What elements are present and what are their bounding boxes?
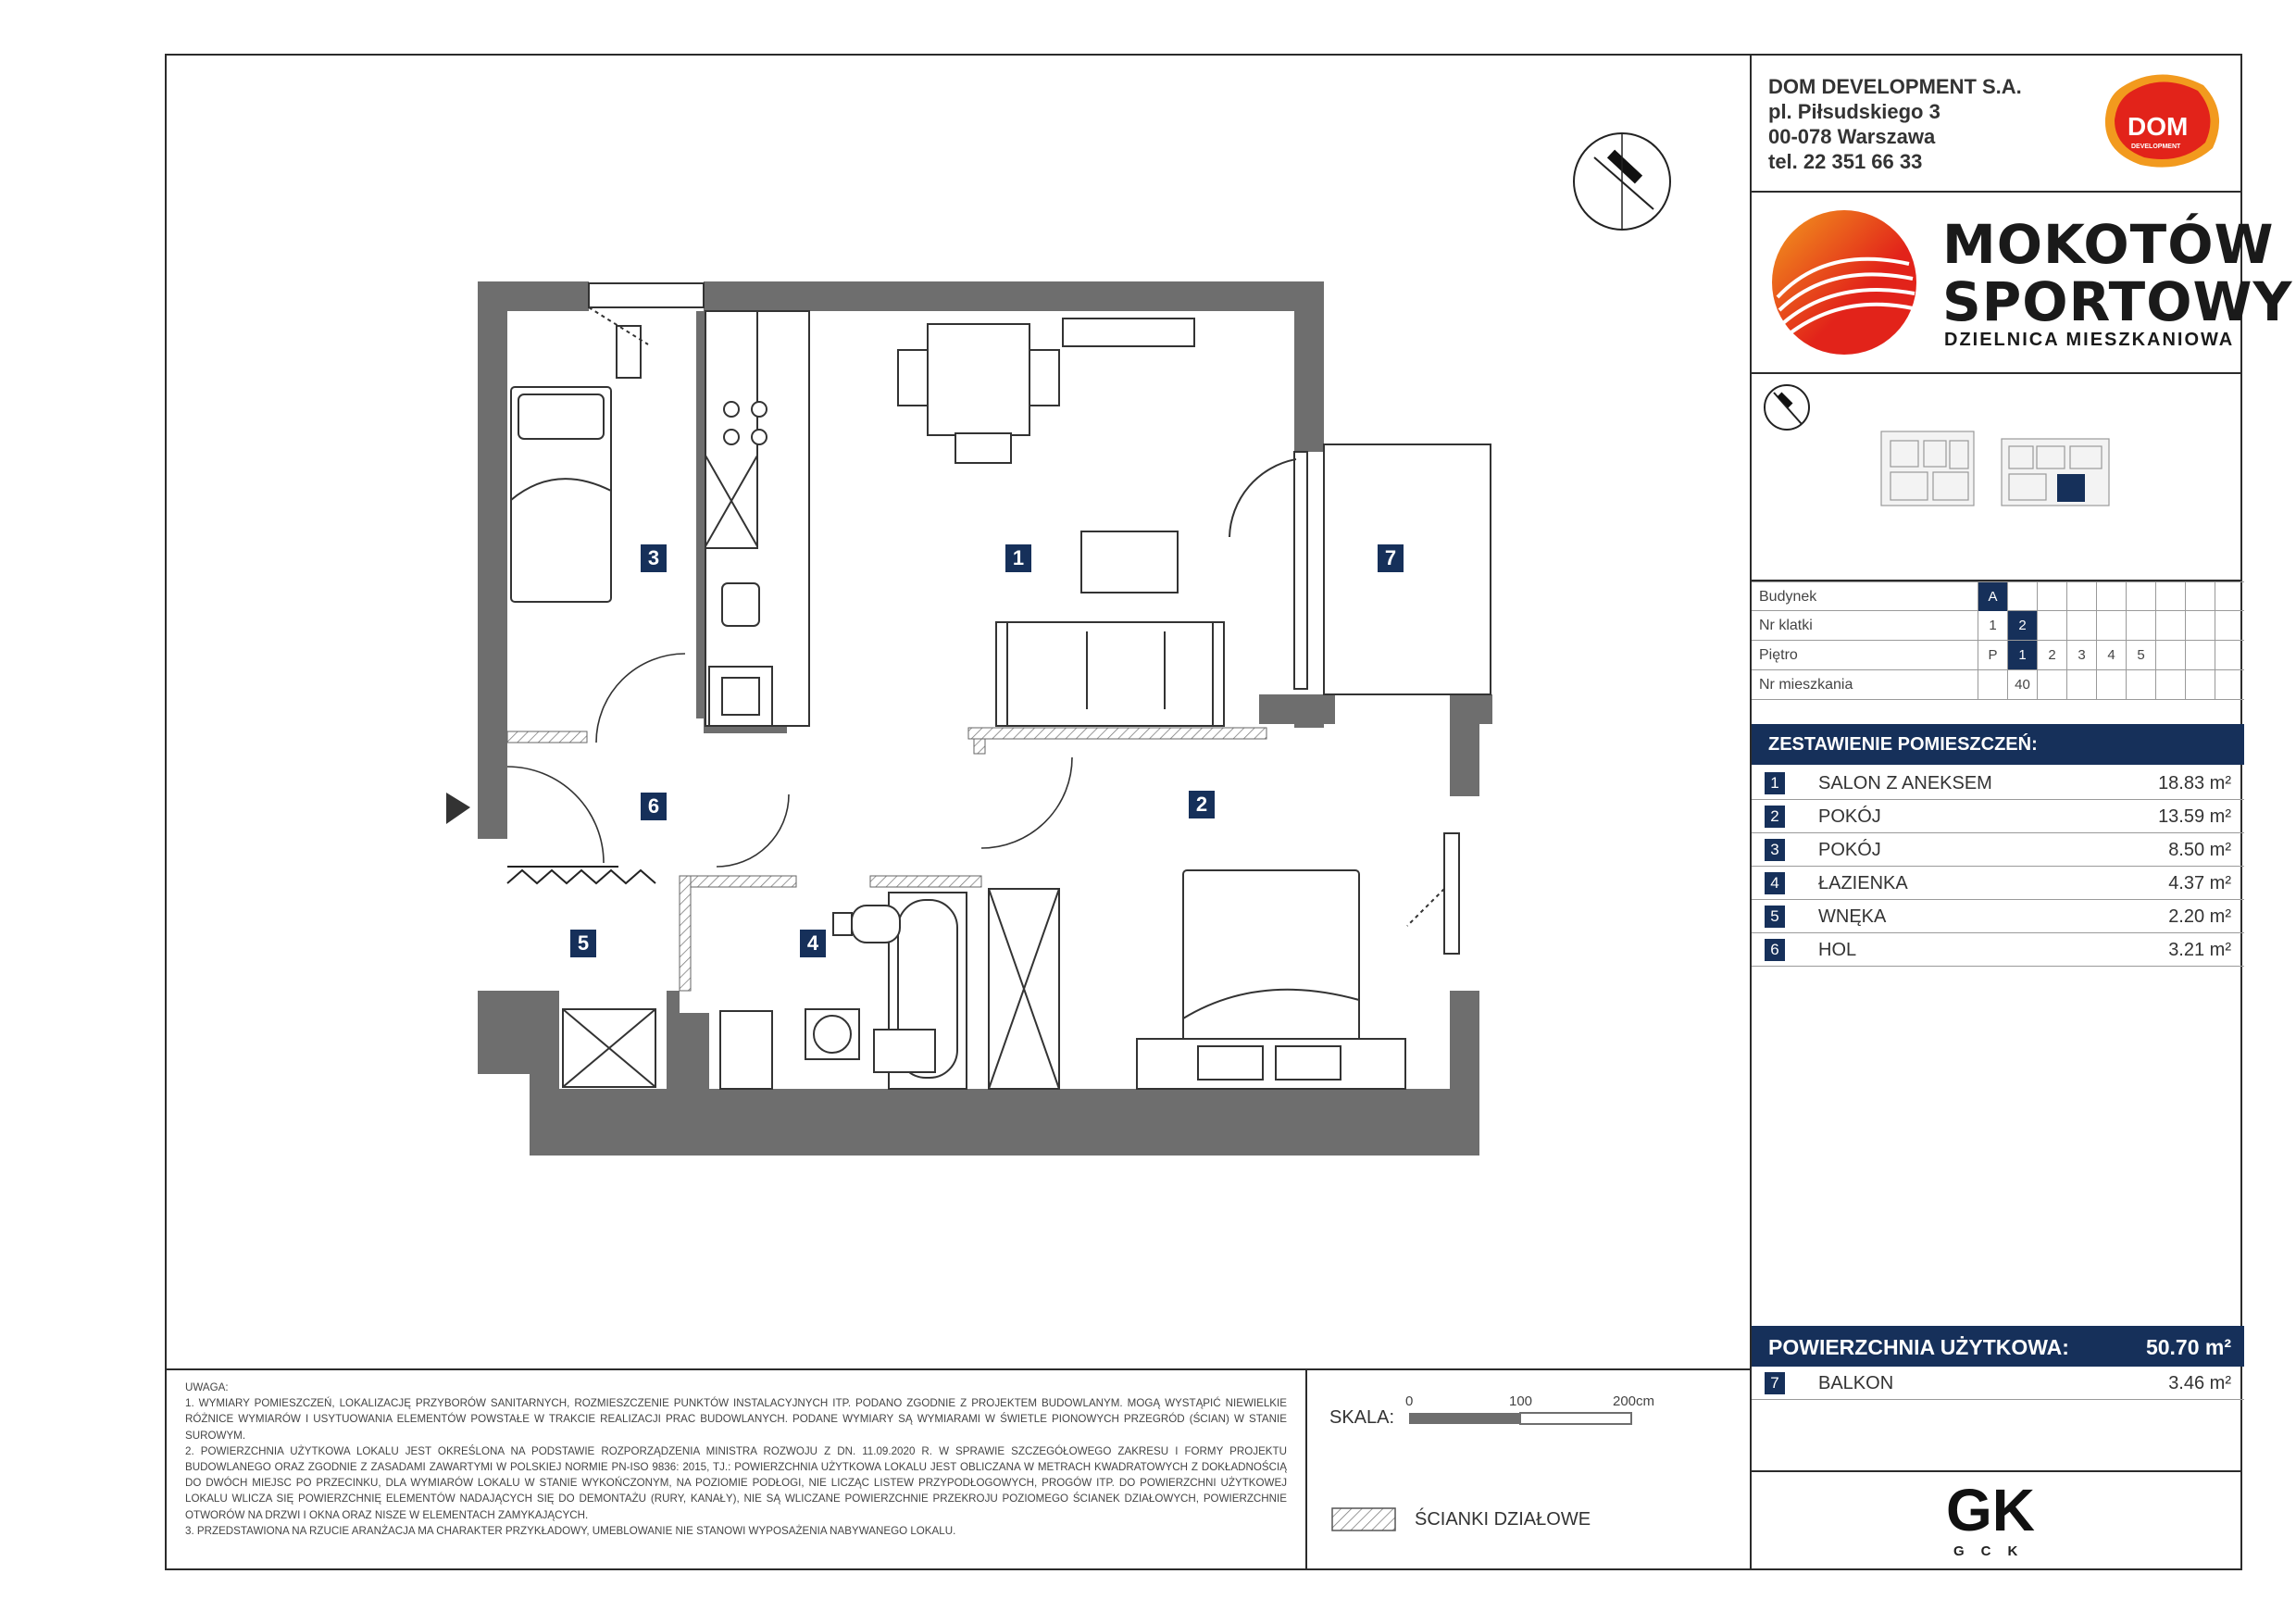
room-row — [1752, 767, 2244, 800]
room-label-4: 4 — [800, 930, 826, 957]
location-cell: A — [1978, 582, 2007, 611]
location-row — [1752, 581, 2244, 611]
room-row — [1752, 933, 2244, 967]
room-row — [1752, 833, 2244, 867]
info-panel — [1750, 56, 2293, 1570]
partition-legend-label: ŚCIANKI DZIAŁOWE — [1415, 1509, 1591, 1530]
partition-walls — [507, 728, 1267, 991]
bed-room2 — [1137, 870, 1405, 1089]
location-cell — [2185, 582, 2215, 611]
divider — [1752, 1470, 2242, 1472]
room-row — [1752, 867, 2244, 900]
room-row-area: 13.59 m² — [2158, 806, 2231, 827]
room-label-7: 7 — [1378, 544, 1404, 572]
floor-plan-area — [167, 56, 1750, 1368]
bed-room3 — [511, 387, 611, 602]
room-row-num: 1 — [1765, 772, 1785, 794]
room-row-num: 5 — [1765, 906, 1785, 928]
room-row-num: 3 — [1765, 839, 1785, 861]
location-table — [1752, 581, 2244, 700]
notes-heading: UWAGA: — [185, 1381, 229, 1393]
total-area-label: POWIERZCHNIA UŻYTKOWA: — [1768, 1335, 2069, 1359]
scale-tick-200: 200cm — [1613, 1393, 1655, 1409]
dom-logo-text: DOM — [2128, 112, 2189, 141]
company-name: DOM DEVELOPMENT S.A. — [1768, 75, 2022, 98]
company-address-2: 00-078 Warszawa — [1768, 125, 1936, 148]
location-cell: 1 — [1978, 611, 2007, 640]
room-row-name: HOL — [1818, 940, 1857, 960]
location-cell — [2096, 582, 2126, 611]
keyplan-unit-highlight — [2057, 474, 2085, 502]
notes-block — [167, 1368, 1307, 1570]
key-plan — [1752, 370, 2244, 580]
north-arrow-icon — [1574, 133, 1670, 230]
partition-legend-swatch — [1331, 1507, 1398, 1533]
location-row-label: Nr klatki — [1759, 618, 1813, 633]
dom-logo-subtext: DEVELOPMENT — [2131, 144, 2181, 150]
room-row-name: WNĘKA — [1818, 906, 1887, 927]
balcony — [1229, 444, 1491, 694]
location-cell — [2066, 670, 2096, 699]
note-3: 3. PRZEDSTAWIONA NA RZUCIE ARANŻACJA MA CHARAKTER PRZYKŁADOWY, UMEBLOWANIE NIE STANOWI WYPOSAŻENIA NABYWANEGO LOKALU. — [185, 1524, 956, 1537]
scale-legend-box — [1307, 1368, 1750, 1570]
location-cell: 1 — [2007, 641, 2037, 669]
location-cell — [2037, 582, 2066, 611]
location-row — [1752, 641, 2244, 670]
location-cell — [2185, 641, 2215, 669]
location-cell — [2037, 611, 2066, 640]
location-cell — [2155, 582, 2185, 611]
location-cell — [2126, 582, 2155, 611]
total-area-value: 50.70 m² — [2145, 1335, 2231, 1359]
location-cell: 2 — [2007, 611, 2037, 640]
room-row-area: 18.83 m² — [2158, 773, 2231, 793]
storage-cabinet — [563, 1009, 655, 1087]
room-label-2: 2 — [1189, 791, 1215, 818]
location-row-label: Piętro — [1759, 647, 1798, 663]
location-cell: 2 — [2037, 641, 2066, 669]
room-row-num: 4 — [1765, 872, 1785, 894]
balcony-name: BALKON — [1818, 1373, 1894, 1393]
gck-logo — [1946, 1477, 2048, 1542]
location-cell — [2215, 670, 2244, 699]
room-row-num: 2 — [1765, 806, 1785, 828]
dining-table — [898, 319, 1194, 593]
dom-development-logo — [2094, 69, 2224, 170]
room-row-area: 4.37 m² — [2168, 873, 2231, 893]
location-cell — [2215, 582, 2244, 611]
project-title-2: SPORTOWY — [1942, 270, 2293, 333]
location-cell — [2215, 641, 2244, 669]
location-cell — [2126, 611, 2155, 640]
gck-logo-mark: GK — [1946, 1477, 2035, 1542]
company-phone: tel. 22 351 66 33 — [1768, 150, 1923, 173]
location-cell — [2066, 611, 2096, 640]
location-cell — [2066, 582, 2096, 611]
room-row — [1752, 900, 2244, 933]
location-cell — [1978, 670, 2007, 699]
company-address-1: pl. Piłsudskiego 3 — [1768, 100, 1940, 123]
location-row-label: Budynek — [1759, 589, 1817, 605]
keyplan-north-icon — [1765, 385, 1809, 430]
location-cell: 3 — [2066, 641, 2096, 669]
balcony-area: 3.46 m² — [2168, 1373, 2231, 1393]
location-cell — [2155, 670, 2185, 699]
location-cell — [2155, 611, 2185, 640]
location-cell — [2185, 611, 2215, 640]
room-row-name: POKÓJ — [1818, 840, 1881, 860]
project-subtitle: DZIELNICA MIESZKANIOWA — [1944, 330, 2235, 350]
scale-label: SKALA: — [1329, 1407, 1395, 1428]
note-2: 2. POWIERZCHNIA UŻYTKOWA LOKALU JEST OKREŚLONA NA PODSTAWIE ROZPORZĄDZENIA MINISTRA ROZWOJU Z DN. 11.09.2020 R. W SPRAWIE SZCZEGÓŁOWEGO ZAKRESU I FORMY PROJEKTU BUDOWLANEGO ORAZ ZGODNIE Z ZASADAMI ZAWARTYMI W POLSKIEJ NORMIE PN-ISO 9836: 2015, TJ.: POWIERZCHNIA UŻYTKOWA LOKALU JEST OBLICZANA W METRACH KWADRATOWYCH Z DOKŁADNOŚCIĄ DO DWÓCH MIEJSC PO PRZECINKU, DLA WYMIARÓW LOKALU W STANIE WYKOŃCZONYM, NA POZIOMIE PODŁOGI, NIE LICZĄC LISTEW PRZYPODŁOGOWYCH, PROGÓW ITP. DO POWIERZCHNI UŻYTKOWEJ LOKALU WLICZA SIĘ POWIERZCHNIĘ ELEMENTÓW NADAJĄCYCH SIĘ DO DEMONTAŻU (RURY, KANAŁY), NIE SĄ WLICZANE POWIERZCHNIE PRZEKROJU POZIOMEGO ŚCIANEK DZIAŁOWYCH, POWIERZCHNIE OTWORÓW NA DRZWI I OKNA ORAZ NISZE W ELEMENTACH ZAMYKAJĄCYCH. — [185, 1444, 1287, 1521]
location-cell: 40 — [2007, 670, 2037, 699]
rooms-header: ZESTAWIENIE POMIESZCZEŃ: — [1752, 724, 2244, 765]
room-label-3: 3 — [641, 544, 667, 572]
room-label-1: 1 — [1005, 544, 1031, 572]
location-cell — [2155, 641, 2185, 669]
scale-bar — [1400, 1387, 1715, 1443]
room-label-6: 6 — [641, 793, 667, 820]
scale-tick-0: 0 — [1405, 1393, 1414, 1409]
room-row-name: ŁAZIENKA — [1818, 873, 1908, 893]
room-row-num: 6 — [1765, 939, 1785, 961]
room-row-area: 8.50 m² — [2168, 840, 2231, 860]
wardrobe-doors — [507, 870, 655, 883]
room-row-area: 3.21 m² — [2168, 940, 2231, 960]
project-title-1: MOKOTÓW — [1942, 213, 2275, 276]
floor-plan-drawing — [167, 56, 1750, 1368]
location-cell: 5 — [2126, 641, 2155, 669]
note-1: 1. WYMIARY POMIESZCZEŃ, LOKALIZACJĘ PRZYBORÓW SANITARNYCH, ROZMIESZCZENIE PUNKTÓW INSTALACYJNYCH ITP. PODANO ZGODNIE Z PROJEKTEM BUDOWLANYM. MOGĄ WYSTĄPIĆ NIEWIELKIE RÓŻNICE WYMIARÓW I USYTUOWANIA ELEMENTÓW POWSTAŁE W TRAKCIE REALIZACJI PRAC BUDOWLANYCH. PODANE WYMIARY SĄ WYMIARAMI W ŚWIETLE PIONOWYCH PRZEGRÓD (ŚCIAN) W STANIE SUROWYM. — [185, 1397, 1287, 1442]
sofa — [996, 622, 1224, 726]
room-row-name: POKÓJ — [1818, 806, 1881, 827]
location-row — [1752, 611, 2244, 641]
location-cell: P — [1978, 641, 2007, 669]
entrance-arrow-icon — [446, 793, 470, 824]
location-cell: 4 — [2096, 641, 2126, 669]
room-row-area: 2.20 m² — [2168, 906, 2231, 927]
location-cell — [2007, 582, 2037, 611]
location-row-label: Nr mieszkania — [1759, 677, 1853, 693]
company-info — [1768, 74, 2022, 174]
location-row — [1752, 670, 2244, 700]
balcony-row — [1752, 1367, 2244, 1400]
location-cell — [2215, 611, 2244, 640]
gck-text: GCK — [1953, 1543, 2035, 1559]
location-cell — [2037, 670, 2066, 699]
window-room2 — [1407, 833, 1459, 954]
total-area — [1752, 1326, 2244, 1367]
room-row-name: SALON Z ANEKSEM — [1818, 773, 1992, 793]
scale-tick-100: 100 — [1509, 1393, 1533, 1409]
location-cell — [2096, 611, 2126, 640]
bathroom-fixtures — [720, 889, 1059, 1089]
balcony-num: 7 — [1765, 1372, 1785, 1394]
room-label-5: 5 — [570, 930, 596, 957]
window-top — [589, 283, 704, 344]
location-cell — [2185, 670, 2215, 699]
room-row — [1752, 800, 2244, 833]
divider — [1752, 191, 2242, 193]
location-cell — [2126, 670, 2155, 699]
location-cell — [2096, 670, 2126, 699]
plan-sheet — [165, 54, 2293, 1570]
